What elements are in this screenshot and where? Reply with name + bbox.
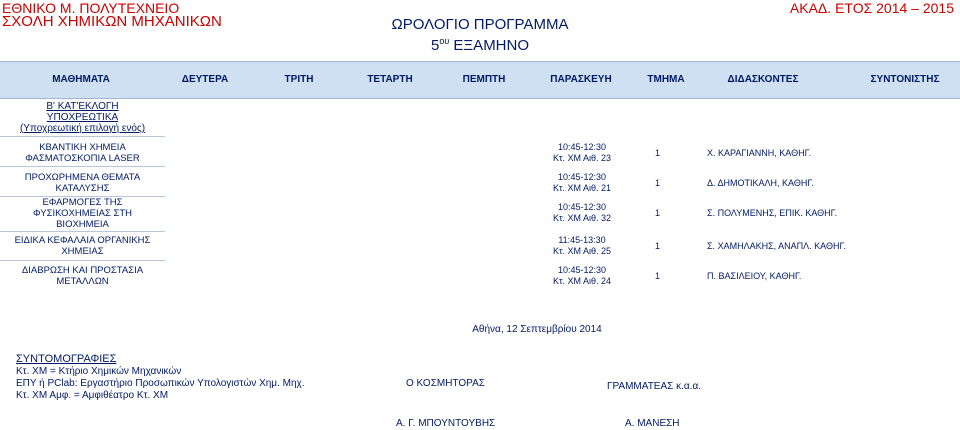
col-section: ΤΜΗΜΑ	[647, 74, 685, 85]
course-room: Κτ. ΧΜ Αιθ. 23	[552, 153, 612, 163]
course-schedule	[540, 235, 624, 257]
course-name-line: ΜΕΤΑΛΛΩΝ	[56, 276, 109, 287]
course-section: 1	[655, 178, 661, 188]
col-wednesday: ΤΕΤΑΡΤΗ	[367, 74, 413, 85]
dean-title: Ο ΚΟΣΜΗΤΟΡΑΣ	[406, 378, 485, 389]
course-section: 1	[655, 241, 661, 251]
semester-suffix: ου	[439, 36, 450, 46]
semester-word: ΕΞΑΜΗΝΟ	[453, 37, 530, 54]
category-line2: ΥΠΟΧΡΕΩΤΙΚΑ	[46, 112, 119, 123]
dean-name: Α. Γ. ΜΠΟΥΝΤΟΥΒΗΣ	[396, 418, 496, 429]
abbreviations-title: ΣΥΝΤΟΜΟΓΡΑΦΙΕΣ	[16, 353, 117, 365]
course-name-line: ΕΦΑΡΜΟΓΕΣ ΤΗΣ	[42, 197, 123, 208]
course-name-line: ΧΗΜΕΙΑΣ	[61, 246, 104, 257]
course-instructor: Χ. ΚΑΡΑΓΙΑΝΝΗ, ΚΑΘΗΓ.	[707, 148, 812, 158]
course-instructor: Σ. ΠΟΛΥΜΕΝΗΣ, ΕΠΙΚ. ΚΑΘΗΓ.	[707, 208, 838, 218]
course-time: 10:45-12:30	[557, 172, 607, 182]
col-courses: ΜΑΘΗΜΑΤΑ	[52, 74, 110, 85]
course-instructor: Π. ΒΑΣΙΛΕΙΟΥ, ΚΑΘΗΓ.	[707, 271, 802, 281]
col-instructors: ΔΙΔΑΣΚΟΝΤΕΣ	[727, 74, 799, 85]
row-separator	[0, 136, 165, 137]
course-room: Κτ. ΧΜ Αιθ. 25	[552, 246, 612, 256]
course-schedule	[540, 202, 624, 224]
course-time: 10:45-12:30	[557, 202, 607, 212]
course-schedule	[540, 142, 624, 164]
course-name	[0, 235, 165, 257]
course-section: 1	[655, 208, 661, 218]
row-separator	[0, 231, 165, 232]
col-coordinator: ΣΥΝΤΟΝΙΣΤΗΣ	[870, 74, 940, 85]
course-time: 10:45-12:30	[557, 265, 607, 275]
course-time: 10:45-12:30	[557, 142, 607, 152]
course-name	[0, 197, 165, 230]
col-thursday: ΠΕΜΠΤΗ	[462, 74, 506, 85]
course-name	[0, 142, 165, 164]
course-room: Κτ. ΧΜ Αιθ. 21	[552, 183, 612, 193]
row-separator	[0, 260, 165, 261]
course-name-line: ΦΥΣΙΚΟΧΗΜΕΙΑΣ ΣΤΗ	[32, 208, 133, 219]
course-name-line: ΒΙΟΧΗΜΕΙΑ	[56, 219, 109, 230]
category-line3: (Υποχρεωτική επιλογή ενός)	[19, 123, 146, 134]
course-time: 11:45-13:30	[558, 235, 606, 245]
column-header-bar	[0, 61, 960, 99]
course-name	[0, 172, 165, 194]
course-room: Κτ. ΧΜ Αιθ. 24	[552, 276, 612, 286]
col-monday: ΔΕΥΤΕΡΑ	[181, 74, 229, 85]
abbreviation-line: ΕΠΥ ή PClab: Εργαστήριο Προσωπικών Υπολογιστών Χημ. Μηχ.	[16, 378, 305, 389]
col-tuesday: ΤΡΙΤΗ	[284, 74, 314, 85]
row-separator	[0, 166, 165, 167]
col-friday: ΠΑΡΑΣΚΕΥΗ	[550, 74, 612, 85]
course-section: 1	[655, 271, 661, 281]
course-name-line: ΠΡΟΧΩΡΗΜΕΝΑ ΘΕΜΑΤΑ	[24, 172, 141, 183]
secretary-name: Α. ΜΑΝΕΣΗ	[625, 418, 680, 429]
abbreviation-line: Κτ. ΧΜ = Κτήριο Χημικών Μηχανικών	[16, 366, 182, 377]
course-name-line: ΚΒΑΝΤΙΚΗ ΧΗΜΕΙΑ	[39, 142, 126, 153]
secretary-title: ΓΡΑΜΜΑΤΕΑΣ κ.α.α.	[607, 381, 701, 392]
course-name	[0, 265, 165, 287]
course-name-line: ΔΙΑΒΡΩΣΗ ΚΑΙ ΠΡΟΣΤΑΣΙΑ	[21, 265, 144, 276]
course-room: Κτ. ΧΜ Αιθ. 32	[552, 213, 612, 223]
semester-number: 5	[430, 37, 440, 54]
category-heading	[0, 101, 165, 134]
course-name-line: ΦΑΣΜΑΤΟΣΚΟΠΙΑ LASER	[25, 153, 140, 164]
course-instructor: Δ. ΔΗΜΟΤΙΚΑΛΗ, ΚΑΘΗΓ.	[707, 178, 814, 188]
course-section: 1	[655, 148, 661, 158]
semester-label	[431, 32, 529, 55]
course-name-line: ΚΑΤΑΛΥΣΗΣ	[55, 183, 110, 194]
issue-date: Αθήνα, 12 Σεπτεμβρίου 2014	[472, 324, 602, 335]
course-instructor: Σ. ΧΑΜΗΛΑΚΗΣ, ΑΝΑΠΛ. ΚΑΘΗΓ.	[707, 241, 846, 251]
page-title: ΩΡΟΛΟΓΙΟ ΠΡΟΓΡΑΜΜΑ	[391, 16, 569, 33]
academic-year: ΑΚΑΔ. ΕΤΟΣ 2014 – 2015	[789, 0, 954, 16]
course-name-line: ΕΙΔΙΚΑ ΚΕΦΑΛΑΙΑ ΟΡΓΑΝΙΚΗΣ	[14, 235, 151, 246]
university-name: ΕΘΝΙΚΟ Μ. ΠΟΛΥΤΕΧΝΕΙΟ	[2, 0, 180, 16]
school-name: ΣΧΟΛΗ ΧΗΜΙΚΩΝ ΜΗΧΑΝΙΚΩΝ	[2, 13, 222, 30]
category-line1: Β' ΚΑΤ'ΕΚΛΟΓΗ	[46, 101, 119, 112]
course-schedule	[540, 172, 624, 194]
abbreviation-line: Κτ. ΧΜ Αμφ. = Αμφιθέατρο Κτ. ΧΜ	[16, 390, 169, 401]
course-schedule	[540, 265, 624, 287]
